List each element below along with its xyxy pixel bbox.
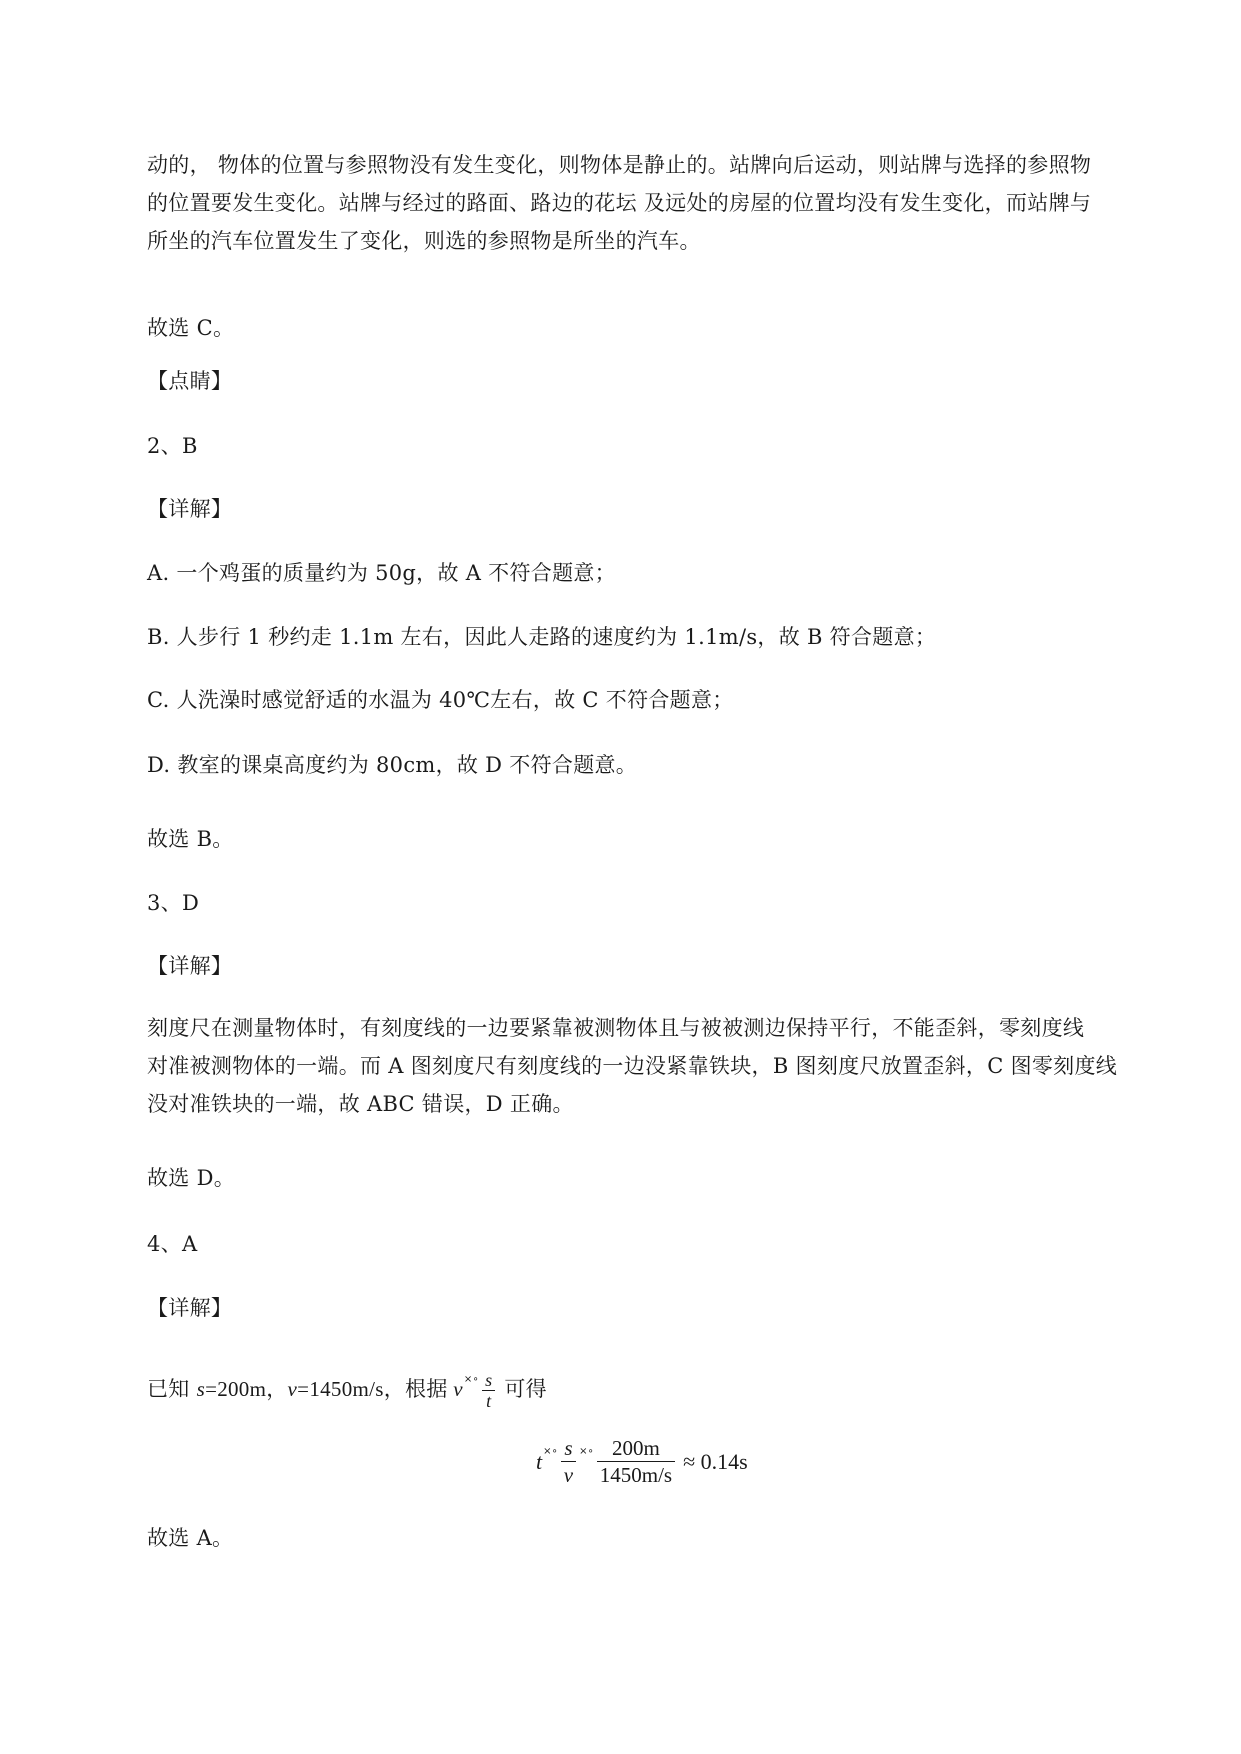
fraction-numerator: 200m <box>597 1435 675 1462</box>
equals-glyph: ×∘ <box>579 1446 594 1457</box>
paragraph-q3-explanation <box>147 1009 1147 1123</box>
fraction-s-over-v <box>561 1435 576 1488</box>
q4-conclusion: 故选 A。 <box>147 1526 234 1550</box>
q4-detail-label: 【详解】 <box>147 1296 233 1320</box>
q2-answer: 2、B <box>147 434 198 458</box>
equals-glyph: ×∘ <box>543 1446 558 1457</box>
time-equation <box>536 1435 748 1488</box>
speed-formula-fraction <box>482 1370 495 1411</box>
text-line: 对准被测物体的一端。而 A 图刻度尺有刻度线的一边没紧靠铁块，B 图刻度尺放置歪斜，C 图零刻度线 <box>147 1054 1118 1078</box>
q2-option-d: D. 教室的课桌高度约为 80cm，故 D 不符合题意。 <box>147 753 638 777</box>
q1-tip-label: 【点睛】 <box>147 369 233 393</box>
q3-conclusion: 故选 D。 <box>147 1166 236 1190</box>
text-line: 动的， 物体的位置与参照物没有发生变化，则物体是静止的。站牌向后运动，则站牌与选择的参照物 <box>147 153 1092 177</box>
text-line: 所坐的汽车位置发生了变化，则选的参照物是所坐的汽车。 <box>147 229 701 253</box>
text-line: 的位置要发生变化。站牌与经过的路面、路边的花坛 及远处的房屋的位置均没有发生变化，而站牌与 <box>147 191 1092 215</box>
equation-lhs: t <box>536 1448 543 1474</box>
fraction-numerator: s <box>482 1370 495 1391</box>
text-line: 没对准铁块的一端，故 ABC 错误，D 正确。 <box>147 1092 574 1116</box>
q2-conclusion: 故选 B。 <box>147 827 234 851</box>
given-suffix: 可得 <box>497 1377 547 1401</box>
q3-detail-label: 【详解】 <box>147 954 233 978</box>
q3-answer: 3、D <box>147 891 200 915</box>
q4-given-line <box>147 1355 547 1414</box>
formula-lhs: v <box>453 1377 463 1401</box>
fraction-denominator: v <box>563 1463 574 1487</box>
q2-option-c: C. 人洗澡时感觉舒适的水温为 40℃左右，故 C 不符合题意； <box>147 688 734 712</box>
q2-detail-label: 【详解】 <box>147 497 233 521</box>
given-prefix: 已知 <box>147 1377 197 1401</box>
q2-option-b: B. 人步行 1 秒约走 1.1m 左右，因此人走路的速度约为 1.1m/s，故 B 符合题意； <box>147 625 937 649</box>
fraction-numerator: s <box>561 1435 576 1462</box>
q1-conclusion: 故选 C。 <box>147 316 235 340</box>
s-value: =200m， <box>205 1377 288 1401</box>
text-line: 刻度尺在测量物体时，有刻度线的一边要紧靠被测物体且与被被测边保持平行，不能歪斜，零刻度线 <box>147 1016 1085 1040</box>
q2-option-a: A. 一个鸡蛋的质量约为 50g，故 A 不符合题意； <box>147 561 616 585</box>
var-v: v <box>287 1377 298 1401</box>
paragraph-q1-explanation <box>147 146 1147 260</box>
equals-glyph: ×∘ <box>463 1374 480 1385</box>
var-s: s <box>196 1377 206 1401</box>
v-value: =1450m/s，根据 <box>297 1377 454 1401</box>
approx-result: ≈ 0.14s <box>683 1448 748 1474</box>
fraction-values <box>597 1435 675 1488</box>
fraction-denominator: t <box>486 1391 492 1411</box>
q4-answer: 4、A <box>147 1232 198 1256</box>
fraction-denominator: 1450m/s <box>599 1463 673 1487</box>
